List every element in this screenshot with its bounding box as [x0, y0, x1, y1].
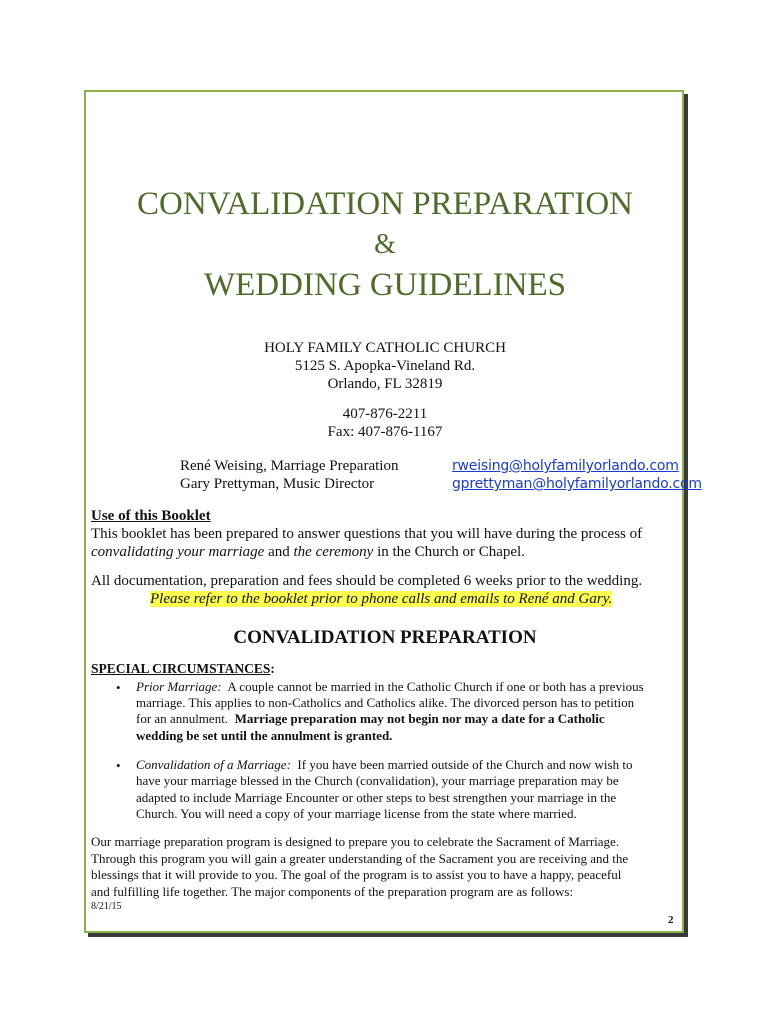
bullet-1-text-3: for an annulment.: [136, 711, 235, 726]
section-heading: CONVALIDATION PREPARATION: [233, 627, 537, 648]
booklet-highlight: Please refer to the booklet prior to phone calls and emails to René and Gary.: [150, 591, 613, 607]
bullet-1-bold-4: wedding be set until the annulment is granted.: [136, 728, 393, 743]
program-line-1: Our marriage preparation program is designed to prepare you to celebrate the Sacrament of Marriage.: [91, 834, 620, 849]
bullet-2-line-1: [136, 757, 681, 774]
bullet-dot-1: •: [116, 680, 121, 695]
program-line-2: Through this program you will gain a greater understanding of the Sacrament you are receiving and the: [91, 851, 629, 866]
special-circumstances-heading: [91, 660, 681, 679]
bullet-2-label: Convalidation of a Marriage:: [136, 757, 291, 772]
special-heading-text: SPECIAL CIRCUMSTANCES: [91, 661, 271, 676]
bullet-1-line-2: marriage. This applies to non-Catholics and Catholics alike. The divorced person has to petition: [136, 695, 635, 710]
footer-date: 8/21/15: [91, 901, 122, 912]
bullet-dot-2: •: [116, 758, 121, 773]
booklet-paragraph-1-line-2: [91, 543, 681, 562]
bullet-2-text-1: If you have been married outside of the Church and now wish to: [290, 757, 633, 772]
bullet-1-line-4: [136, 728, 681, 745]
church-phone: 407-876-2211: [342, 406, 428, 422]
booklet-paragraph-2: All documentation, preparation and fees should be completed 6 weeks prior to the wedding.: [91, 573, 643, 589]
church-address-1: 5125 S. Apopka-Vineland Rd.: [294, 358, 476, 374]
contact-name-rene: René Weising, Marriage Preparation: [180, 458, 399, 474]
booklet-highlight-line: [150, 590, 612, 609]
page-number: 2: [668, 914, 674, 926]
bullet-1-line-1: [136, 679, 681, 696]
booklet-heading-text: Use of this Booklet: [91, 508, 211, 524]
contact-email-gary[interactable]: gprettyman@holyfamilyorlando.com: [452, 476, 702, 492]
booklet-rest: in the Church or Chapel.: [373, 544, 525, 560]
contact-email-rene[interactable]: rweising@holyfamilyorlando.com: [452, 458, 679, 474]
church-address-2: Orlando, FL 32819: [327, 376, 443, 392]
bullet-2-line-3: adapted to include Marriage Encounter or other steps to best strengthen your marriage in the: [136, 790, 617, 805]
title-line-1: CONVALIDATION PREPARATION: [137, 186, 633, 222]
booklet-italic-1: convalidating your marriage: [91, 544, 265, 560]
bullet-1-label: Prior Marriage:: [136, 679, 222, 694]
contact-name-gary: Gary Prettyman, Music Director: [180, 476, 375, 492]
special-heading-colon: :: [270, 661, 275, 676]
bullet-2-line-4: Church. You will need a copy of your marriage license from the state where married.: [136, 806, 577, 821]
booklet-and: and: [264, 544, 294, 560]
booklet-paragraph-1-line-1: This booklet has been prepared to answer questions that you will have during the process of: [91, 526, 643, 542]
booklet-heading: [91, 507, 681, 526]
bullet-1-line-3: [136, 711, 681, 728]
bullet-1-text-1: A couple cannot be married in the Catholic Church if one or both has a previous: [221, 679, 644, 694]
title-line-3: WEDDING GUIDELINES: [203, 267, 566, 303]
bullet-2-line-2: have your marriage blessed in the Church (convalidation), your marriage preparation may be: [136, 773, 619, 788]
program-line-3: blessings that it will provide to you. The goal of the program is to assist you to have a happy, peaceful: [91, 867, 622, 882]
bullet-1-bold-3: Marriage preparation may not begin nor may a date for a Catholic: [234, 711, 605, 726]
church-name: HOLY FAMILY CATHOLIC CHURCH: [264, 340, 506, 356]
title-ampersand: &: [374, 229, 396, 260]
booklet-italic-2: the ceremony: [293, 544, 374, 560]
church-fax: Fax: 407-876-1167: [327, 424, 443, 440]
program-line-4: and fulfilling life together. The major components of the preparation program are as follows:: [91, 884, 574, 899]
